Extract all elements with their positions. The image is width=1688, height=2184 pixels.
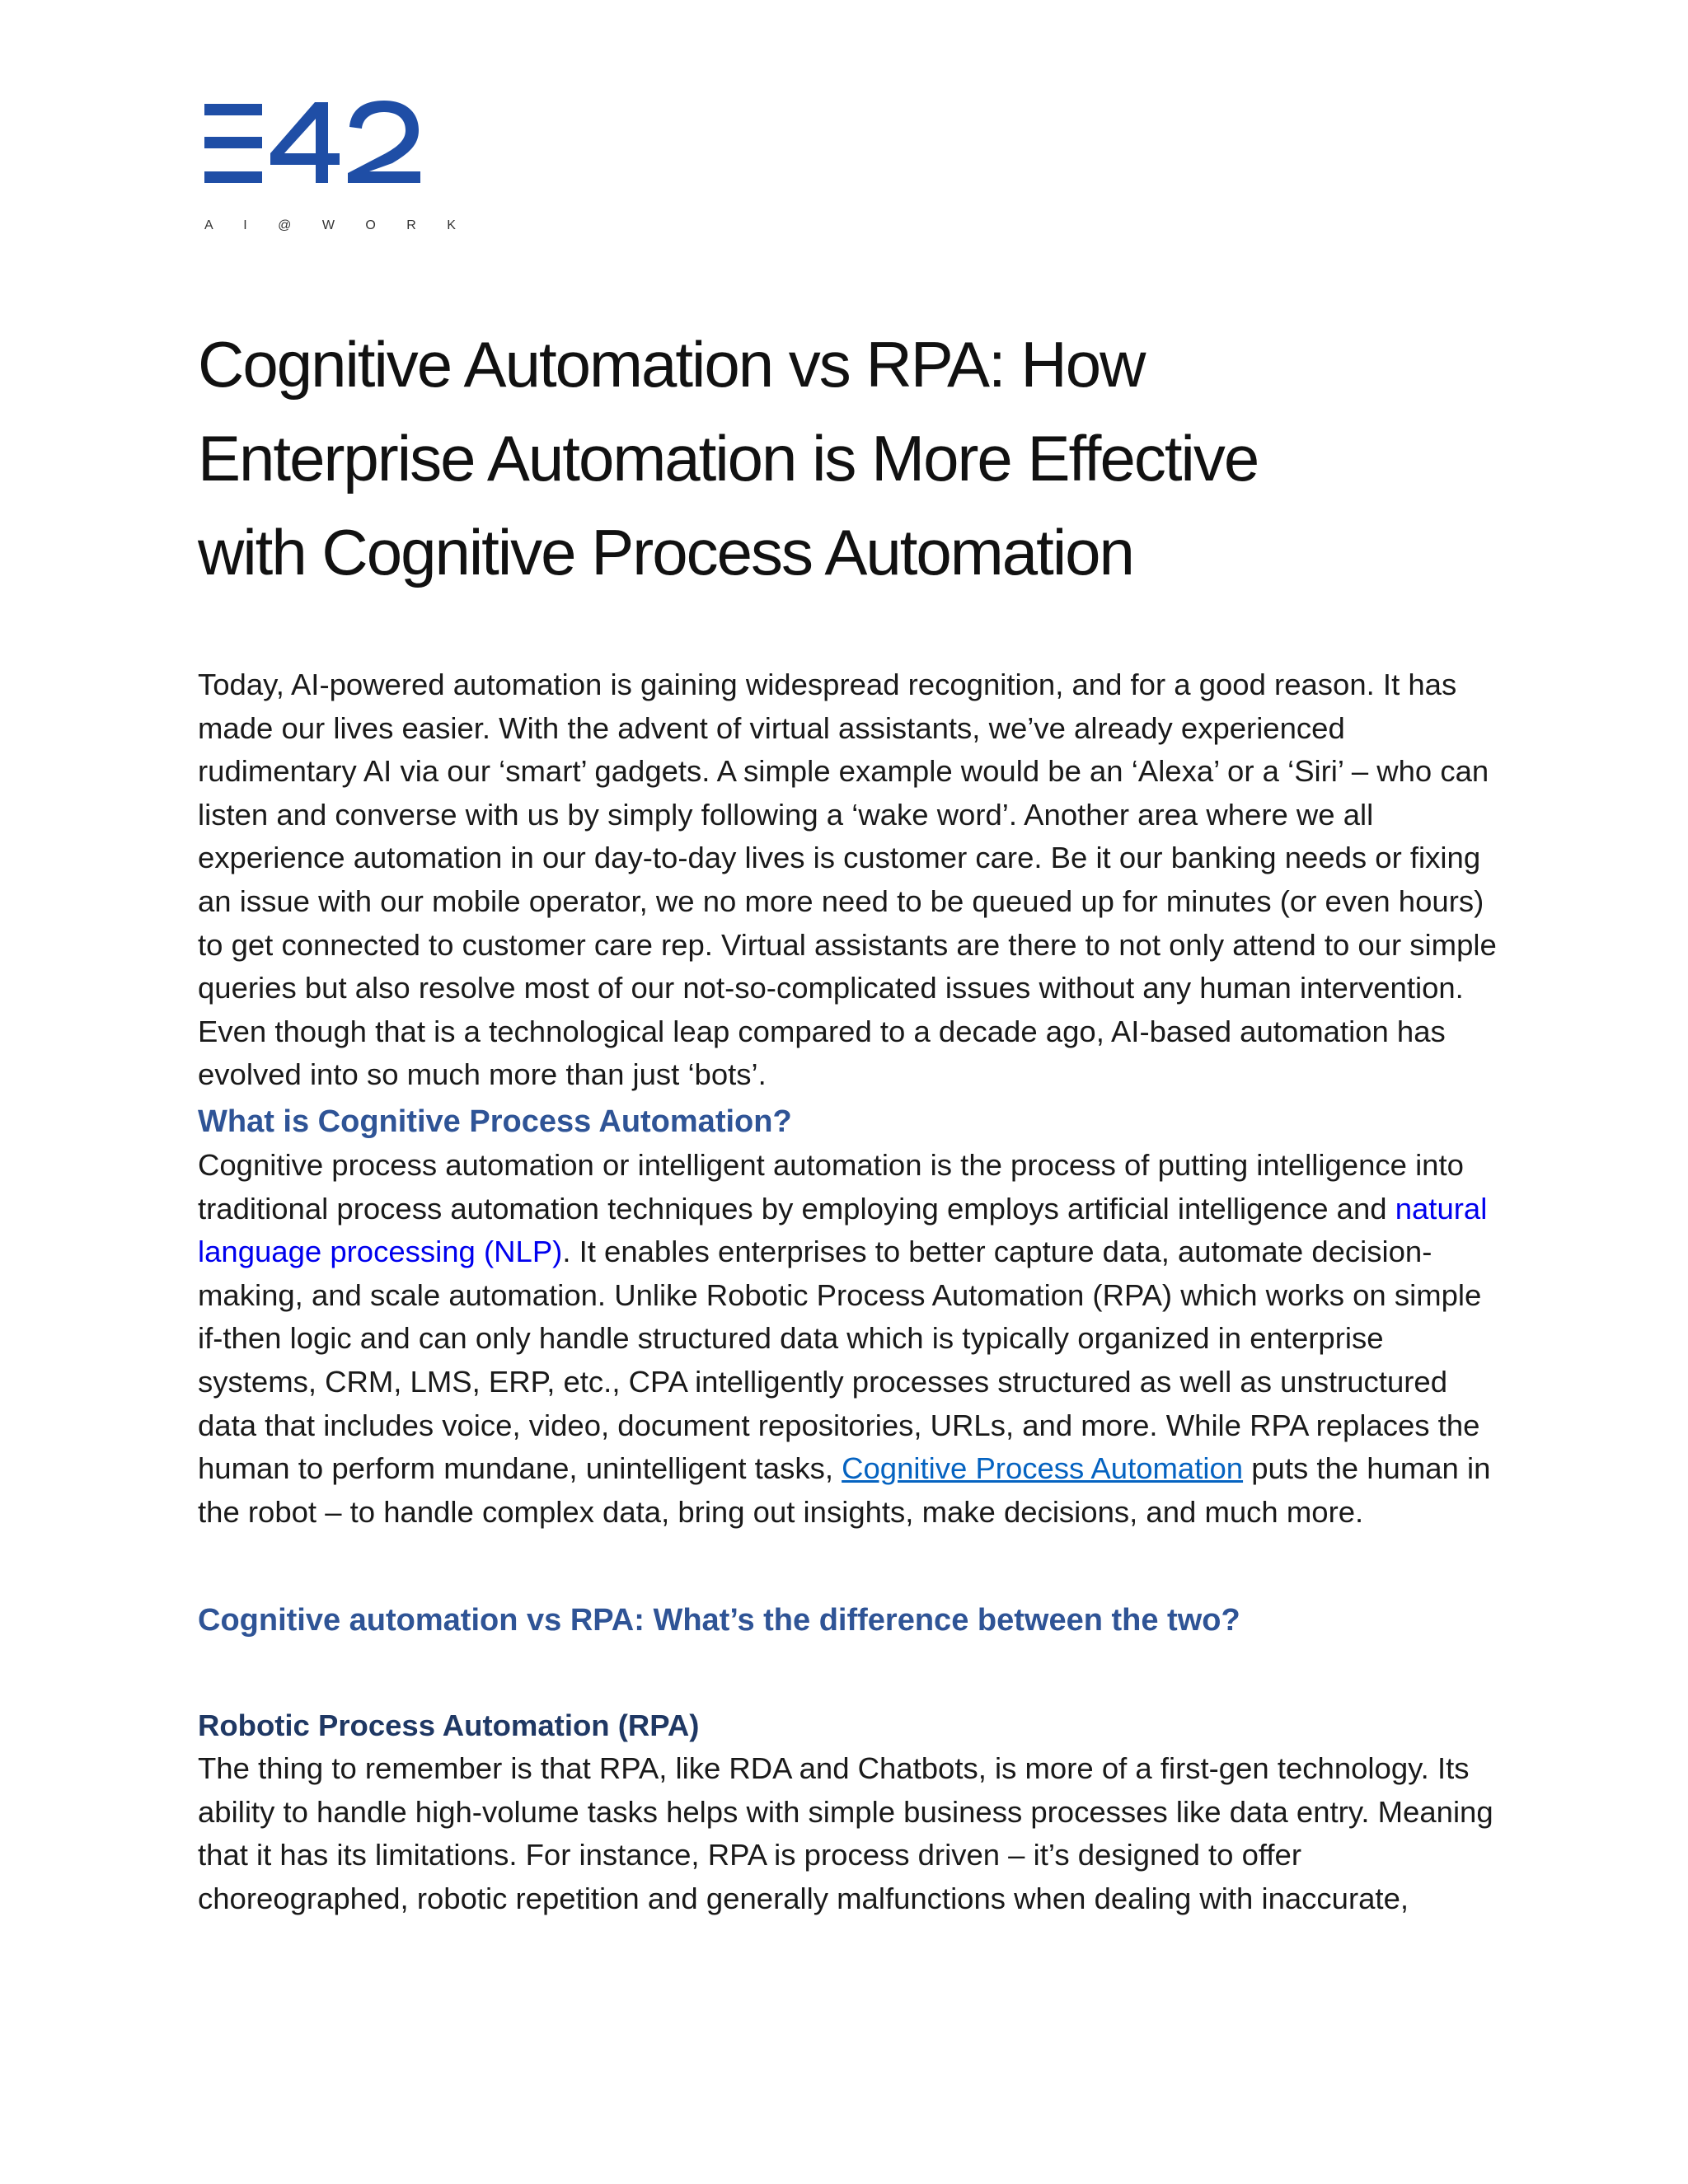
nlp-link[interactable]: natural language processing (NLP)	[198, 1191, 1488, 1269]
cognitive-process-automation-link[interactable]: Cognitive Process Automation	[842, 1451, 1244, 1486]
title-line-3: with Cognitive Process Automation	[198, 516, 1133, 588]
e42-logo	[201, 97, 470, 246]
cpa-text-middle: . It enables enterprises to better capture data, automate decision-making, and scale automation. Unlike Robotic Process Automation (RPA) which works on simple if-then logic and can only handle structured data which is typically organized in enterprise systems, CRM, LMS, ERP, etc., CPA intelligently processes structured as well as unstructured data that includes voice, video, document repositories, URLs, and more. While RPA replaces the human to perform mundane, unintelligent tasks,	[198, 1235, 1482, 1486]
rpa-paragraph: The thing to remember is that RPA, like RDA and Chatbots, is more of a first-gen technology. Its ability to handle high-volume tasks helps with simple business processes like data entry. Meaning that it has its limitations. For instance, RPA is process driven – it’s designed to offer choreographed, robotic repetition and generally malfunctions when dealing with inaccurate,	[198, 1751, 1493, 1916]
e42-logo-mark	[201, 97, 470, 246]
document-title	[198, 317, 1500, 599]
intro-paragraph: Today, AI-powered automation is gaining widespread recognition, and for a good reason. It has made our lives easier. With the advent of virtual assistants, we’ve already experienced rudimentary AI via our ‘smart’ gadgets. A simple example would be an ‘Alexa’ or a ‘Siri’ – who can listen and converse with us by simply following a ‘wake word’. Another area where we all experience automation in our day-to-day lives is customer care. Be it our banking needs or fixing an issue with our mobile operator, we no more need to be queued up for minutes (or even hours) to get connected to customer care rep. Virtual assistants are there to not only attend to our simple queries but also resolve most of our not-so-complicated issues without any human intervention. Even though that is a technological leap compared to a decade ago, AI-based automation has evolved into so much more than just ‘bots’.	[198, 668, 1497, 1092]
cpa-text-before-link: Cognitive process automation or intelligent automation is the process of putting intelligence into traditional process automation techniques by employing employs artificial intelligence and	[198, 1147, 1464, 1226]
heading-cognitive-vs-rpa: Cognitive automation vs RPA: What’s the difference between the two?	[198, 1603, 1240, 1638]
title-line-1: Cognitive Automation vs RPA: How	[198, 328, 1145, 401]
logo-tagline: A I @ W O R K	[204, 218, 470, 232]
heading-what-is-cpa: What is Cognitive Process Automation?	[198, 1104, 792, 1139]
heading-rpa: Robotic Process Automation (RPA)	[198, 1708, 700, 1743]
document-body	[198, 317, 1500, 1921]
cpa-text-after-link: puts the human in the robot – to handle complex data, bring out insights, make decisions, and much more.	[198, 1451, 1491, 1529]
cpa-paragraph	[198, 1144, 1500, 1534]
title-line-2: Enterprise Automation is More Effective	[198, 422, 1259, 494]
